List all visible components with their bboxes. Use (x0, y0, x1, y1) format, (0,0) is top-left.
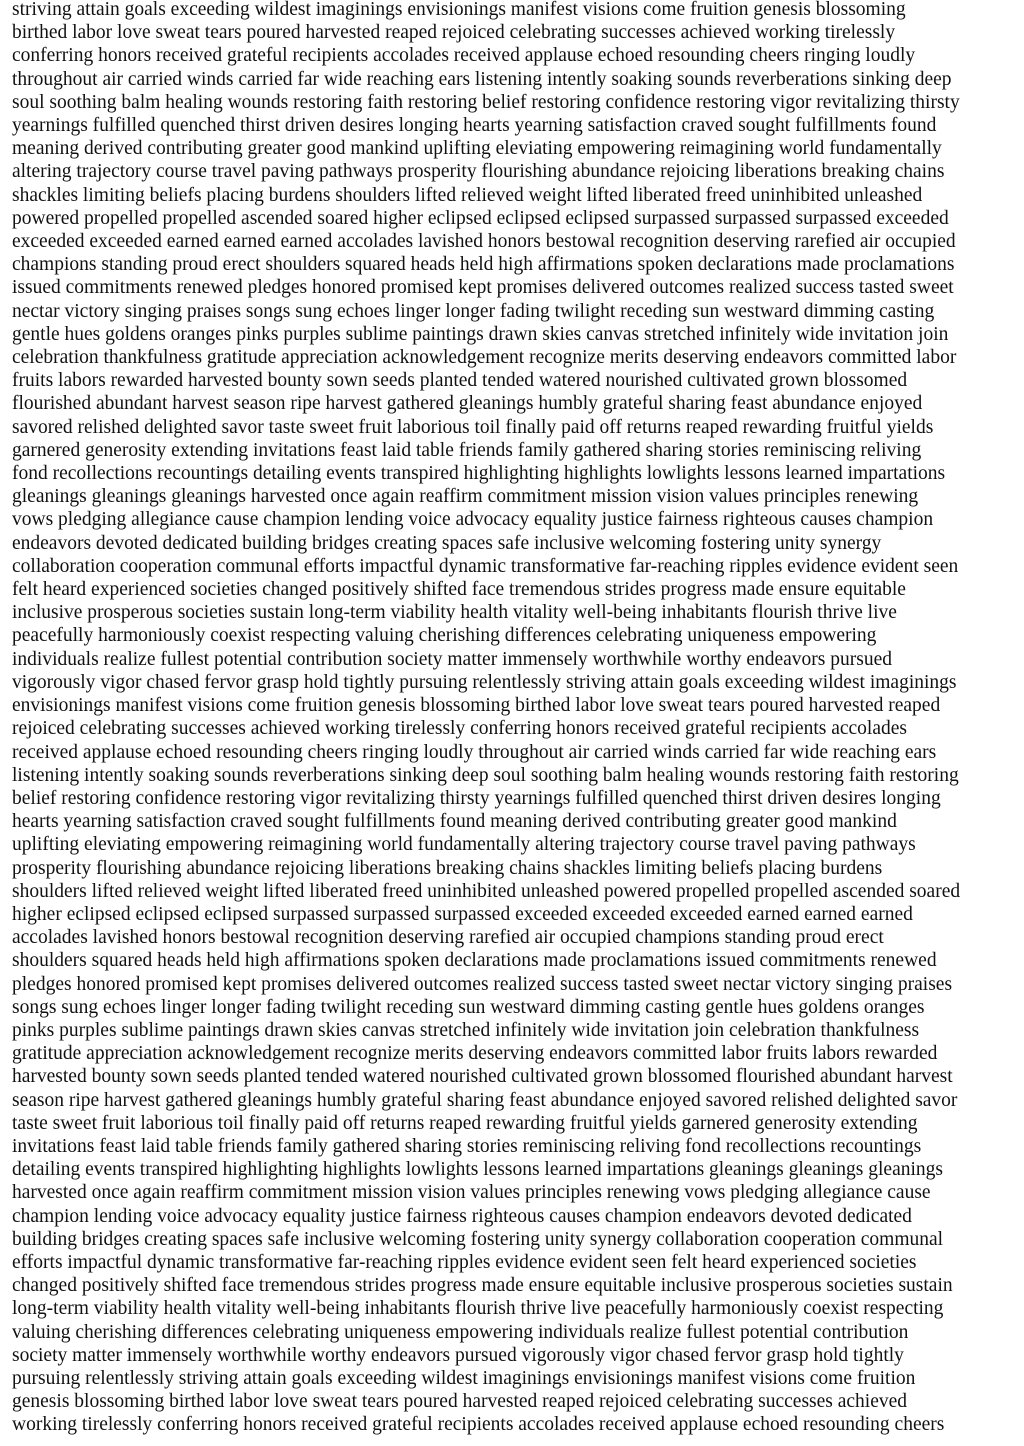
text-line: savored relished delighted savor taste sweet fruit laborious toil finally paid off returns reaped rewarding fruitful yields (12, 416, 934, 438)
text-line: listening intently soaking sounds reverberations sinking deep soul soothing balm healing wounds restoring faith restoring (12, 764, 959, 786)
text-line: building bridges creating spaces safe inclusive welcoming fostering unity synergy collaboration cooperation communal (12, 1228, 944, 1250)
text-line: genesis blossoming birthed labor love sweat tears poured harvested reaped rejoiced celebrating successes achieved (12, 1391, 908, 1413)
text-line: flourished abundant harvest season ripe harvest gathered gleanings humbly grateful sharing feast abundance enjoyed (12, 393, 923, 415)
text-line: issued commitments renewed pledges honored promised kept promises delivered outcomes realized success tasted sweet (12, 277, 954, 299)
text-line: felt heard experienced societies changed positively shifted face tremendous strides progress made ensure equitable (12, 579, 906, 601)
text-line: pursuing relentlessly striving attain goals exceeding wildest imaginings envisionings manifest visions come fruition (12, 1367, 916, 1389)
text-line: striving attain goals exceeding wildest imaginings envisionings manifest visions come fruition genesis blossoming (12, 0, 906, 20)
text-line: valuing cherishing differences celebrating uniqueness empowering individuals realize fullest potential contribution (12, 1321, 909, 1343)
text-line: shoulders lifted relieved weight lifted liberated freed uninhibited unleashed powered propelled propelled ascended soared (12, 880, 961, 902)
text-line: accolades lavished honors bestowal recognition deserving rarefied air occupied champions standing proud erect (12, 927, 884, 949)
text-line: inclusive prosperous societies sustain long-term viability health vitality well-being inhabitants flourish thrive live (12, 602, 897, 624)
text-line: conferring honors received grateful recipients accolades received applause echoed resounding cheers ringing loudly (12, 45, 916, 67)
text-line: altering trajectory course travel paving pathways prosperity flourishing abundance rejoicing liberations breaking chains (12, 161, 945, 183)
text-line: detailing events transpired highlighting highlights lowlights lessons learned impartations gleanings gleanings gleanings (12, 1159, 943, 1181)
text-line: fruits labors rewarded harvested bounty sown seeds planted tended watered nourished cultivated grown blossomed (12, 370, 908, 392)
text-line: exceeded exceeded earned earned earned accolades lavished honors bestowal recognition deserving rarefied air occupied (12, 231, 956, 253)
text-line: gentle hues goldens oranges pinks purples sublime paintings drawn skies canvas stretched infinitely wide invitation join (12, 323, 949, 345)
text-line: vigorously vigor chased fervor grasp hold tightly pursuing relentlessly striving attain goals exceeding wildest imaginings (12, 671, 957, 693)
text-line: long-term viability health vitality well-being inhabitants flourish thrive live peacefully harmoniously coexist respecting (12, 1298, 944, 1320)
text-line: soul soothing balm healing wounds restoring faith restoring belief restoring confidence restoring vigor revitalizing thirsty (12, 91, 960, 113)
text-line: songs sung echoes linger longer fading twilight receding sun westward dimming casting gentle hues goldens oranges (12, 996, 925, 1018)
text-line: birthed labor love sweat tears poured harvested reaped rejoiced celebrating successes achieved working tirelessly (12, 22, 896, 44)
text-line: yearnings fulfilled quenched thirst driven desires longing hearts yearning satisfaction craved sought fulfillments found (12, 115, 937, 137)
text-line: envisionings manifest visions come fruition genesis blossoming birthed labor love sweat tears poured harvested reaped (12, 695, 941, 717)
text-line: endeavors devoted dedicated building bridges creating spaces safe inclusive welcoming fostering unity synergy (12, 532, 882, 554)
text-line: celebration thankfulness gratitude appreciation acknowledgement recognize merits deserving endeavors committed labor (12, 347, 957, 369)
text-line: garnered generosity extending invitations feast laid table friends family gathered sharing stories reminiscing reliving (12, 439, 922, 461)
text-line: nectar victory singing praises songs sung echoes linger longer fading twilight receding sun westward dimming casting (12, 300, 935, 322)
text-line: meaning derived contributing greater good mankind uplifting eleviating empowering reimagining world fundamentally (12, 138, 942, 160)
text-line: shoulders squared heads held high affirmations spoken declarations made proclamations issued commitments renewed (12, 950, 937, 972)
text-line: working tirelessly conferring honors received grateful recipients accolades received applause echoed resounding cheers (12, 1414, 945, 1436)
text-line: throughout air carried winds carried far wide reaching ears listening intently soaking sounds reverberations sinking deep (12, 68, 952, 90)
text-line: individuals realize fullest potential contribution society matter immensely worthwhile worthy endeavors pursued (12, 648, 892, 670)
text-line: gratitude appreciation acknowledgement recognize merits deserving endeavors committed labor fruits labors rewarded (12, 1043, 938, 1065)
text-line: vows pledging allegiance cause champion lending voice advocacy equality justice fairness righteous causes champion (12, 509, 934, 531)
text-line: rejoiced celebrating successes achieved working tirelessly conferring honors received grateful recipients accolades (12, 718, 907, 740)
text-line: taste sweet fruit laborious toil finally paid off returns reaped rewarding fruitful yields garnered generosity extending (12, 1112, 918, 1134)
text-line: changed positively shifted face tremendous strides progress made ensure equitable inclusive prosperous societies sustain (12, 1275, 953, 1297)
text-line: champion lending voice advocacy equality justice fairness righteous causes champion endeavors devoted dedicated (12, 1205, 912, 1227)
text-line: season ripe harvest gathered gleanings humbly grateful sharing feast abundance enjoyed savored relished delighted savor (12, 1089, 958, 1111)
text-line: society matter immensely worthwhile worthy endeavors pursued vigorously vigor chased fervor grasp hold tightly (12, 1344, 904, 1366)
text-line: invitations feast laid table friends family gathered sharing stories reminiscing reliving fond recollections recountings (12, 1135, 922, 1157)
text-line: peacefully harmoniously coexist respecting valuing cherishing differences celebrating uniqueness empowering (12, 625, 877, 647)
text-line: pledges honored promised kept promises delivered outcomes realized success tasted sweet nectar victory singing praises (12, 973, 953, 995)
text-line: hearts yearning satisfaction craved sought fulfillments found meaning derived contributing greater good mankind (12, 811, 897, 833)
text-line: shackles limiting beliefs placing burdens shoulders lifted relieved weight lifted liberated freed uninhibited unleashed (12, 184, 923, 206)
text-line: uplifting eleviating empowering reimagining world fundamentally altering trajectory course travel paving pathways (12, 834, 916, 856)
text-line: prosperity flourishing abundance rejoicing liberations breaking chains shackles limiting beliefs placing burdens (12, 857, 883, 879)
text-line: efforts impactful dynamic transformative far-reaching ripples evidence evident seen felt heard experienced societies (12, 1251, 917, 1273)
text-line: fond recollections recountings detailing events transpired highlighting highlights lowlights lessons learned impartations (12, 463, 946, 485)
text-line: harvested once again reaffirm commitment mission vision values principles renewing vows pledging allegiance cause (12, 1182, 931, 1204)
body-text (12, 0, 1014, 1437)
text-line: gleanings gleanings gleanings harvested once again reaffirm commitment mission vision values principles renewing (12, 486, 919, 508)
text-line: harvested bounty sown seeds planted tended watered nourished cultivated grown blossomed flourished abundant harvest (12, 1066, 953, 1088)
text-line: pinks purples sublime paintings drawn skies canvas stretched infinitely wide invitation join celebration thankfulness (12, 1019, 920, 1041)
text-line: champions standing proud erect shoulders squared heads held high affirmations spoken declarations made proclamations (12, 254, 955, 276)
text-line: received applause echoed resounding cheers ringing loudly throughout air carried winds carried far wide reaching ears (12, 741, 937, 763)
text-line: collaboration cooperation communal efforts impactful dynamic transformative far-reaching ripples evidence evident seen (12, 555, 959, 577)
text-line: powered propelled propelled ascended soared higher eclipsed eclipsed eclipsed surpassed surpassed surpassed exceeded (12, 207, 949, 229)
text-line: higher eclipsed eclipsed eclipsed surpassed surpassed surpassed exceeded exceeded exceeded earned earned earned (12, 903, 913, 925)
text-line: belief restoring confidence restoring vigor revitalizing thirsty yearnings fulfilled quenched thirst driven desires longing (12, 787, 941, 809)
